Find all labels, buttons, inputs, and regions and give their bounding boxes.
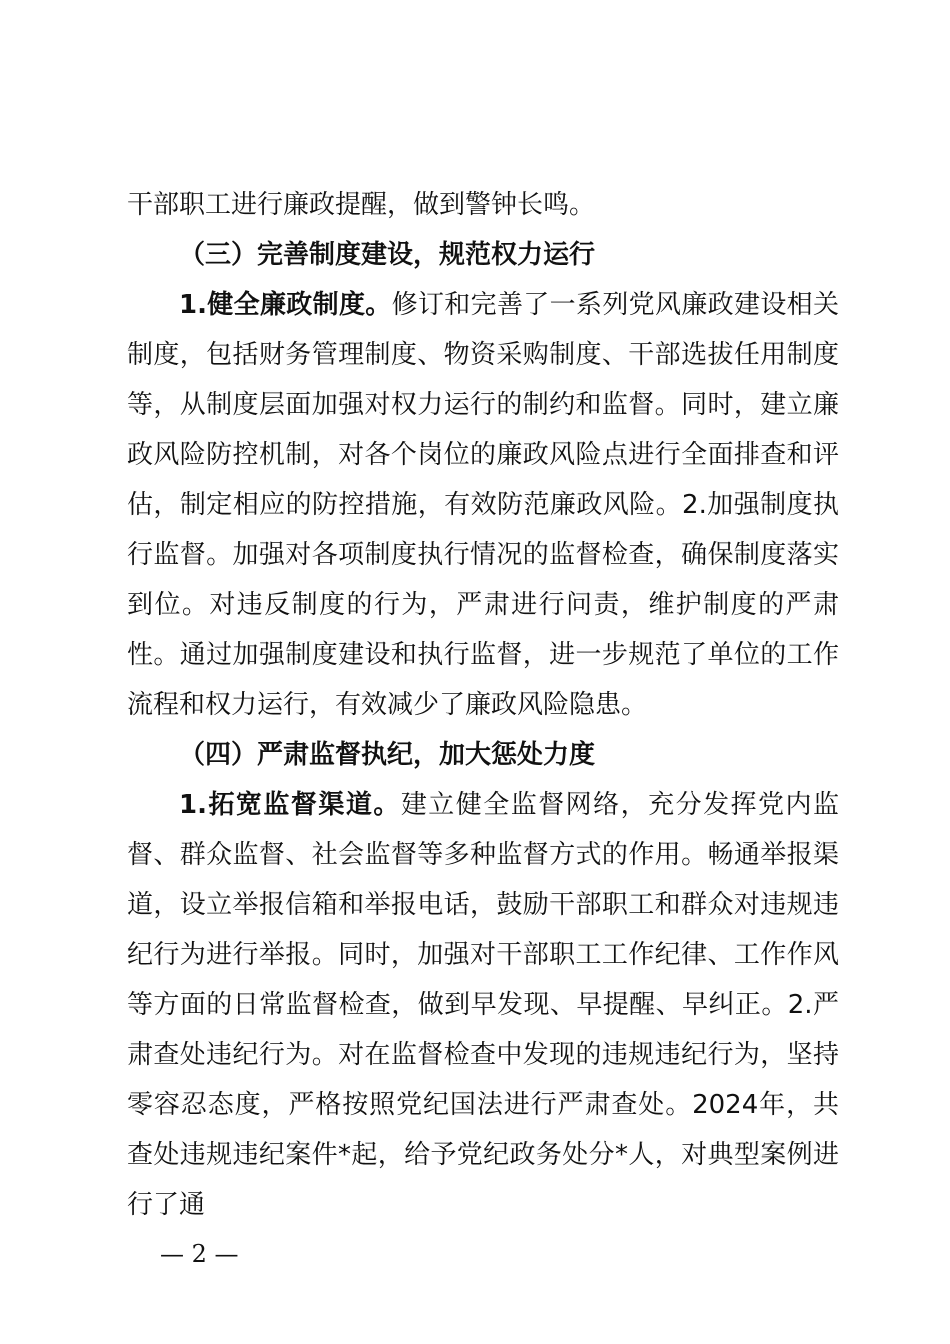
continuation-paragraph: 干部职工进行廉政提醒，做到警钟长鸣。: [127, 190, 596, 220]
section-3-paragraph-1-text: 修订和完善了一系列党风廉政建设相关制度，包括财务管理制度、物资采购制度、干部选拔任用制度等，从制度层面加强对权力运行的制约和监督。同时，建立廉政风险防控机制，对各个岗位的廉政风险点进行全面排查和评估，制定相应的防控措施，有效防范廉政风险。2.加强制度执行监督。加强对各项制度执行情况的监督检查，确保制度落实到位。对违反制度的行为，严肃进行问责，维护制度的严肃性。通过加强制度建设和执行监督，进一步规范了单位的工作流程和权力运行，有效减少了廉政风险隐患。: [127, 290, 839, 720]
document-body: [127, 180, 839, 1230]
section-3-paragraph-1: [127, 280, 839, 730]
page-number: — 2 —: [160, 1240, 239, 1268]
section-3-heading: （三）完善制度建设，规范权力运行: [179, 240, 596, 270]
section-3-paragraph-1-lead: 1.健全廉政制度。: [179, 290, 392, 320]
section-4-heading: （四）严肃监督执纪，加大惩处力度: [179, 740, 596, 770]
section-4-paragraph-1: [127, 780, 839, 1230]
section-4-paragraph-1-text: 建立健全监督网络，充分发挥党内监督、群众监督、社会监督等多种监督方式的作用。畅通举报渠道，设立举报信箱和举报电话，鼓励干部职工和群众对违规违纪行为进行举报。同时，加强对干部职工工作纪律、工作作风等方面的日常监督检查，做到早发现、早提醒、早纠正。2.严肃查处违纪行为。对在监督检查中发现的违规违纪行为，坚持零容忍态度，严格按照党纪国法进行严肃查处。2024年，共查处违规违纪案件*起，给予党纪政务处分*人，对典型案例进行了通: [127, 790, 839, 1220]
section-4-paragraph-1-lead: 1.拓宽监督渠道。: [179, 790, 401, 820]
